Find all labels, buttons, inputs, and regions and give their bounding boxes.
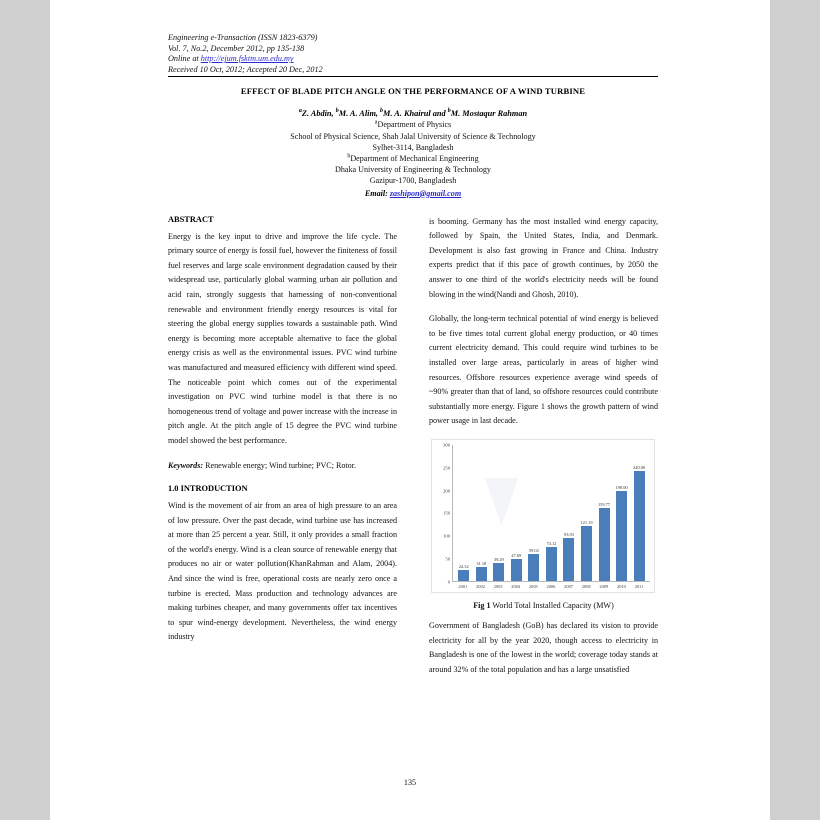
- chart-x-tick: 2001: [458, 583, 468, 589]
- chart-bar: [634, 471, 645, 581]
- figure-1: [431, 439, 655, 593]
- chart-x-axis: [452, 582, 650, 589]
- chart-y-tick: 50: [445, 556, 450, 562]
- chart-x-tick: 2010: [617, 583, 626, 589]
- right-paragraph-1: is booming. Germany has the most installed wind energy capacity, followed by Spain, the United States, India, and Denmark. Development is also fast growing in France and China. Industry experts predict that if this pace of growth continues, by 2050 the answer to one third of the world's electricity needs will be found blowing in the wind(Nandi and Ghosh, 2010).: [429, 216, 658, 299]
- abstract-heading: ABSTRACT: [168, 214, 214, 224]
- online-at-label: Online at: [168, 54, 201, 64]
- affil-marker-a: a: [298, 108, 302, 115]
- affil-marker-b3: b: [447, 108, 451, 115]
- chart-bar-value-label: 59.02: [528, 547, 539, 553]
- chart-bar-value-label: 159.77: [597, 501, 611, 507]
- affiliation-b-dept: Department of Mechanical Engineering: [350, 153, 479, 163]
- chart-bar-group: [458, 445, 469, 581]
- document-page: [50, 0, 770, 820]
- masthead-journal-line: Engineering e-Transaction (ISSN 1823-6379): [168, 33, 318, 42]
- masthead-dates-line: Received 10 Oct, 2012; Accepted 20 Dec, 2012: [168, 64, 323, 74]
- chart-x-tick: 2011: [634, 583, 644, 589]
- masthead-divider: [168, 76, 658, 77]
- chart-x-tick: 2003: [493, 583, 503, 589]
- chart-bar-value-label: 31.18: [476, 560, 487, 566]
- affil-marker-b1: b: [335, 108, 339, 115]
- chart-bar: [493, 563, 504, 581]
- figure-caption-text: World Total Installed Capacity (MW): [490, 600, 614, 610]
- chart-bar: [616, 491, 627, 581]
- affiliation-a-line2: School of Physical Science, Shah Jalal University of Science & Technology: [290, 131, 536, 141]
- affiliation-b-line1: [168, 153, 658, 164]
- chart-bar-value-label: 39.29: [493, 556, 504, 562]
- journal-url-link[interactable]: http://ejum.fsktm.um.edu.my: [200, 54, 294, 64]
- affiliation-a-line1: [168, 119, 658, 130]
- chart-bar: [546, 547, 557, 581]
- masthead-volume-line: Vol. 7, No.2, December 2012, pp 135-138: [168, 43, 305, 53]
- chart-x-tick: 2009: [599, 583, 609, 589]
- affil-sup-a: a: [374, 119, 378, 126]
- two-column-body: [168, 215, 658, 688]
- chart-bar-group: [493, 445, 504, 581]
- chart-x-tick: 2006: [546, 583, 556, 589]
- introduction-text: Wind is the movement of air from an area of high pressure to an area of low pressure. Over the past decade, wind turbine use has increased at more than 25 percent a year. Still, it only provides a small fraction of the world's energy. Wind is a clean source of renewable energy that produces no air or water pollution(KhanRahman and Alam, 2004). And since the wind is free, operational costs are nearly zero once a turbine is erected. Mass production and technology advances are making turbines cheaper, and many governments offer tax incentives to spur wind-energy development. Nevertheless, the wind energy industry: [168, 501, 397, 642]
- chart-bar-group: [546, 445, 557, 581]
- author-list: $^a$Z. Abdin, $^b$M. A. Alim, $^b$M. A. Khairul and $^b$M. Mostaqur Rahman: [298, 108, 528, 119]
- page-number: 135: [403, 778, 417, 787]
- chart-bar: [528, 554, 539, 581]
- affiliation-b-line3: Gazipur-1700, Bangladesh: [369, 176, 457, 186]
- chart-y-tick: 100: [443, 533, 450, 539]
- chart-bar: [458, 570, 469, 581]
- chart-bar-value-label: 93.93: [564, 532, 574, 538]
- chart-plot-area: [452, 445, 650, 582]
- chart-y-tick: 0: [447, 579, 450, 585]
- chart-bar-group: [581, 445, 592, 581]
- chart-bar-value-label: 198.00: [615, 484, 628, 490]
- chart-x-tick: 2005: [528, 583, 538, 589]
- journal-masthead: [168, 33, 658, 77]
- chart-y-tick: 200: [443, 488, 450, 494]
- chart-x-tick: 2008: [581, 583, 591, 589]
- chart-x-tick: 2007: [564, 583, 573, 589]
- page-title: EFFECT OF BLADE PITCH ANGLE ON THE PERFORMANCE OF A WIND TURBINE: [240, 86, 586, 97]
- chart-y-tick: 300: [443, 442, 450, 448]
- bar-chart: [435, 442, 650, 585]
- chart-x-tick: 2004: [511, 583, 521, 589]
- chart-bar-group: [476, 445, 487, 581]
- affiliation-a-line3: Sylhet-3114, Bangladesh: [372, 142, 454, 152]
- affiliation-block: [168, 119, 658, 186]
- abstract-text: Energy is the key input to drive and improve the life cycle. The primary source of energy is fossil fuel, however the finiteness of fossil fuel reserves and large scale environment degradation caused by their widespread use, particularly global warming urban air pollution and acid rain, strongly suggests that harnessing of non-conventional renewable and environment friendly energy resources is vital for steering the global energy supplies towards a sustainable path. Wind energy is becoming more acceptable alternative to face the global energy crisis as well as the environmental issues. PVC wind turbine was manufactured and measured efficiency with different wind speed. The noticeable point which comes out of the experimental investigation on PVC wind turbine model is that there is no homogeneous trend of voltage and power increase with the increase in pitch angle. At the pitch angle of 15 degree the PVC wind turbine model showed the best performance.: [168, 231, 397, 445]
- chart-bar-group: [616, 445, 627, 581]
- chart-bar-group: [563, 445, 574, 581]
- affiliation-a-dept: Department of Physics: [377, 120, 452, 130]
- keywords-line: [168, 459, 397, 474]
- chart-bar: [476, 567, 487, 581]
- chart-bar-group: [599, 445, 610, 581]
- keywords-label: Keywords:: [168, 460, 204, 470]
- keywords-text: Renewable energy; Wind turbine; PVC; Rotor.: [203, 460, 356, 470]
- chart-bar-value-label: 47.69: [511, 553, 522, 559]
- email-label: Email:: [364, 188, 388, 198]
- chart-y-tick: 250: [443, 465, 450, 471]
- right-paragraph-3: Government of Bangladesh (GoB) has declared its vision to provide electricity for all by the year 2020, though access to electricity in Bangladesh is one of the lowest in the world; coverage today stands at around 32% of the total population and has a large unsatisfied: [429, 620, 658, 674]
- chart-bar-value-label: 24.32: [458, 563, 469, 569]
- affiliation-b-line2: Dhaka University of Engineering & Technology: [335, 165, 491, 175]
- masthead-online-line: [168, 54, 658, 65]
- email-link[interactable]: zashipon@gmail.com: [389, 188, 462, 198]
- chart-bar: [563, 538, 574, 581]
- chart-y-axis: [435, 442, 452, 585]
- chart-bar-group: [528, 445, 539, 581]
- chart-bars: [453, 445, 650, 581]
- right-column: [429, 215, 658, 688]
- figure-caption-label: Fig 1: [473, 600, 491, 610]
- chart-bar-value-label: 240.00: [633, 465, 646, 471]
- chart-x-tick: 2002: [476, 583, 485, 589]
- figure-caption: [429, 601, 658, 610]
- chart-bar-value-label: 74.12: [546, 541, 557, 547]
- chart-y-tick: 150: [443, 510, 450, 516]
- introduction-heading: 1.0 INTRODUCTION: [168, 484, 248, 494]
- left-column: [168, 215, 397, 688]
- chart-bar-group: [634, 445, 645, 581]
- affil-marker-b2: b: [380, 108, 384, 115]
- chart-bar: [599, 508, 610, 581]
- chart-bar-group: [511, 445, 522, 581]
- email-line: [168, 189, 658, 198]
- chart-bar-value-label: 121.19: [580, 519, 593, 525]
- right-paragraph-2: Globally, the long-term technical potential of wind energy is believed to be five times total current global energy production, or 40 times current electricity demand. This could require wind turbines to be installed over large areas, particularly in areas of higher wind resources. Offshore resources experience average wind speeds of ~90% greater than that of land, so offshore resources could contribute substantially more energy. Figure 1 shows the growth pattern of wind power usage in last decade.: [429, 314, 658, 426]
- chart-bar: [581, 526, 592, 581]
- chart-bar: [511, 559, 522, 581]
- affil-sup-b: b: [347, 153, 351, 160]
- page-content: [168, 33, 658, 687]
